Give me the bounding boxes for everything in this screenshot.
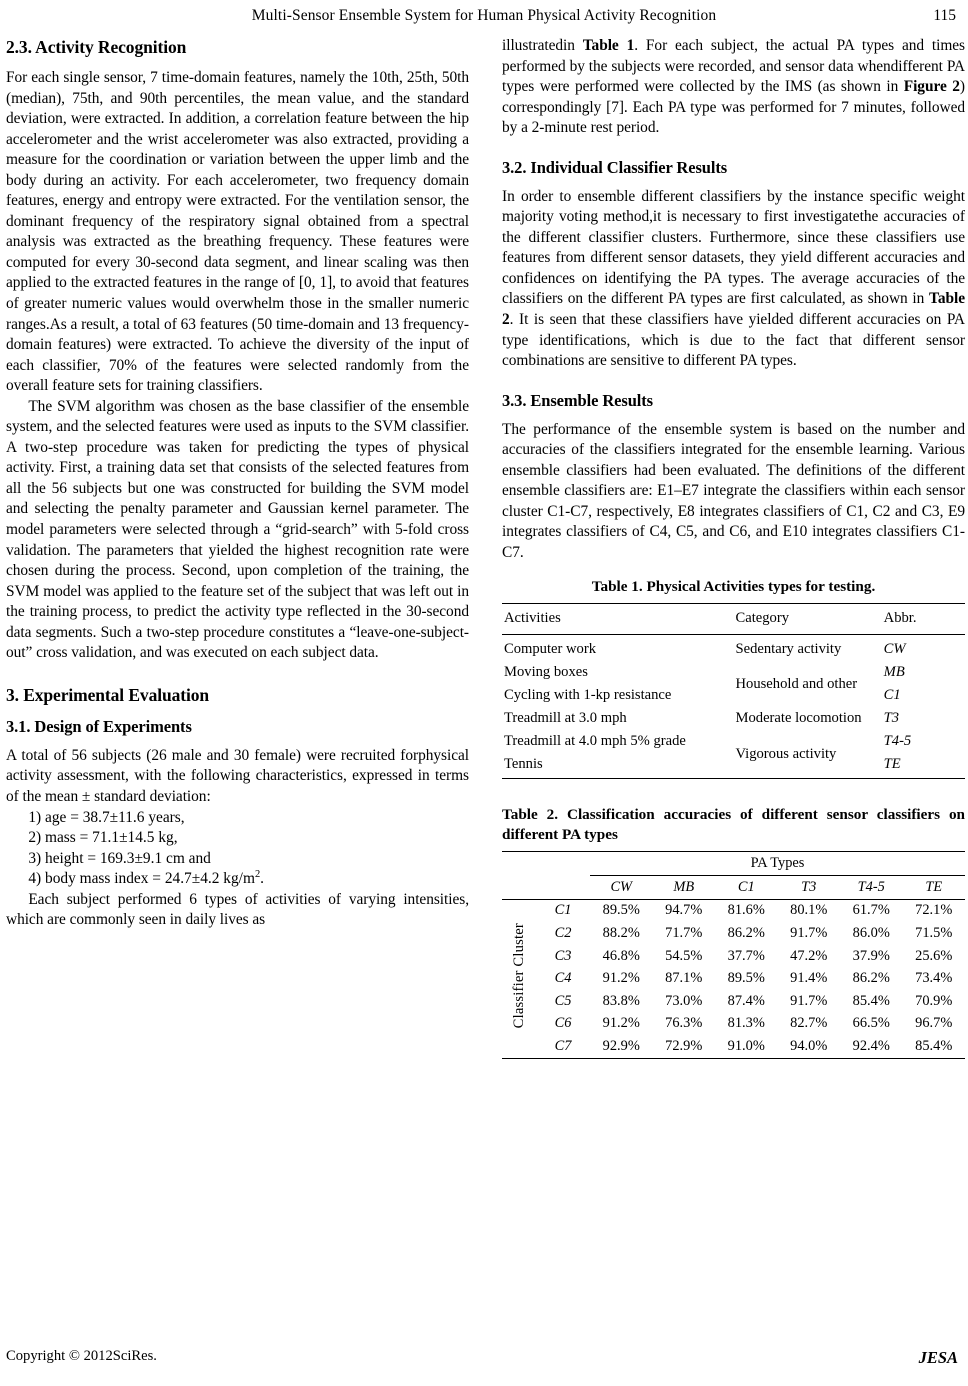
table-1-abbr: T3 — [883, 710, 900, 727]
page-number: 115 — [933, 7, 956, 24]
table-2-cell: 89.5% — [727, 970, 765, 987]
table-2-cell: 46.8% — [602, 947, 640, 964]
table-1-caption: Table 1. Physical Activities types for testing. — [591, 578, 876, 596]
table-1-header-row — [502, 604, 965, 635]
table-1-activity: Moving boxes — [504, 664, 588, 681]
table-2-cell: 91.7% — [790, 925, 828, 942]
list-item: 1) age = 38.7±11.6 years, — [28, 808, 185, 826]
table-2-row-group-label — [502, 899, 536, 1058]
paragraph-ensemble-results: The performance of the ensemble system is based on the number and accuracies of the classifiers integrated for the ensemble learning. Various ensemble classifiers had been evaluated. The definitions of the different ensemble classifiers are: E1–E7 integrate the classifiers within each sensor cluster C1-C7, respectively, E8 integrates classifiers of C1, C2 and C3, E9 integrates classifiers of C4, C5, and C6, and E10 integrates classifiers C1-C7. — [502, 420, 965, 561]
table-1-category: Vigorous activity — [735, 745, 837, 762]
table-2-row-label: C5 — [554, 992, 572, 1009]
table-1-activity: Treadmill at 4.0 mph 5% grade — [504, 733, 686, 750]
table-2-cell: 91.4% — [790, 970, 828, 987]
table-row — [502, 707, 965, 730]
table-2-cell: 92.9% — [602, 1038, 640, 1055]
table-2-cell: 47.2% — [790, 947, 828, 964]
table-2-cell: 85.4% — [852, 992, 890, 1009]
list-item: 2) mass = 71.1±14.5 kg, — [28, 829, 178, 847]
table-2 — [502, 851, 965, 1058]
table-2-cell: 80.1% — [790, 902, 828, 919]
table-2-row-label: C1 — [554, 902, 572, 919]
table-row — [502, 945, 965, 968]
table-2-cell: 37.9% — [852, 947, 890, 964]
heading-section-3-2: 3.2. Individual Classifier Results — [502, 157, 728, 177]
list-item: 3) height = 169.3±9.1 cm and — [28, 849, 211, 867]
ref-table-1: Table 1 — [582, 37, 635, 54]
table-row — [502, 635, 965, 662]
table-1-category: Sedentary activity — [735, 641, 842, 658]
heading-section-3-3: 3.3. Ensemble Results — [502, 390, 653, 410]
paragraph-activities: Each subject performed 6 types of activities of varying intensities, which are commonly seen in daily lives as — [6, 890, 469, 929]
table-row — [502, 1035, 965, 1058]
table-2-cell: 70.9% — [915, 992, 953, 1009]
table-2-cell: 66.5% — [852, 1015, 890, 1032]
table-2-header-row — [502, 876, 965, 900]
journal-abbreviation: JESA — [918, 1348, 958, 1367]
table-2-cell: 81.6% — [727, 902, 765, 919]
table-1-abbr: MB — [883, 664, 905, 681]
copyright-notice: Copyright © 2012SciRes. — [6, 1348, 157, 1364]
table-2-col-t3: T3 — [801, 878, 817, 895]
table-2-cell: 91.2% — [602, 1015, 640, 1032]
table-2-cell: 94.7% — [665, 902, 703, 919]
table-row — [502, 990, 965, 1013]
text-run: illustratedin — [502, 37, 583, 54]
heading-section-2-3: 2.3. Activity Recognition — [6, 37, 187, 57]
table-2-cell: 86.0% — [852, 925, 890, 942]
table-2-span-header: PA Types — [590, 852, 965, 876]
table-2-cell: 91.0% — [727, 1038, 765, 1055]
table-2-cell: 87.1% — [665, 970, 703, 987]
table-2-span-header-row — [502, 852, 965, 876]
table-1-abbr: TE — [883, 756, 901, 773]
heading-section-3: 3. Experimental Evaluation — [6, 684, 210, 705]
table-2-cell: 86.2% — [852, 970, 890, 987]
right-column — [502, 36, 965, 1059]
table-row — [502, 899, 965, 922]
table-2-cell: 82.7% — [790, 1015, 828, 1032]
table-2-col-t45: T4-5 — [857, 878, 885, 895]
table-1-activity: Cycling with 1-kp resistance — [504, 687, 672, 704]
table-2-cell: 94.0% — [790, 1038, 828, 1055]
ref-figure-2: Figure 2 — [903, 78, 960, 96]
table-1 — [502, 603, 965, 779]
table-2-row-label: C4 — [554, 970, 572, 987]
table-1-category: Moderate locomotion — [735, 710, 862, 727]
table-2-cell: 96.7% — [915, 1015, 953, 1032]
table-row — [502, 967, 965, 990]
table-2-row-label: C7 — [554, 1038, 572, 1055]
paragraph-svm: The SVM algorithm was chosen as the base classifier of the ensemble system, and the selected features were used as inputs to the SVM classifier. A two-step procedure was taken for predicting the types of physical activity. First, a training data set that consists of the selected features from all the 56 subjects but one was constructed for building the SVM model and selecting the penalty parameter and Gaussian kernel parameter. The model parameters were selected through a “grid-search” with 5-fold cross validation. The parameters that yielded the highest recognition rate were chosen during the process. Second, upon completion of the training, the SVM model was applied to the feature set of the subject that was left out in the training process, to predict the activity type reflected in the 30-second data segments. Such a two-step procedure constitutes a “leave-one-subject-out” cross validation, and was executed on each subject data. — [6, 397, 469, 662]
list-item-bmi-exponent: 2 — [254, 869, 261, 881]
list-item-bmi — [6, 869, 469, 890]
table-2-cell: 88.2% — [602, 925, 640, 942]
table-2-cell: 72.9% — [665, 1038, 703, 1055]
table-2-cell: 37.7% — [727, 947, 765, 964]
table-2-cell: 72.1% — [915, 902, 953, 919]
table-1-activity: Computer work — [504, 641, 597, 658]
text-run: . For each subject, the actual PA types and times performed by the subjects were recorded, and sensor data whendifferent PA types were performed were collected by the IMS (as shown in — [502, 37, 965, 96]
table-2-col-c1: C1 — [737, 878, 755, 895]
table-2-cell: 89.5% — [602, 902, 640, 919]
table-1-abbr: C1 — [883, 687, 901, 704]
table-2-cell: 71.7% — [665, 925, 703, 942]
text-run: ) correspondingly [7]. Each PA type was performed for 7 minutes, followed by a 2-minute rest period. — [502, 78, 965, 137]
table-1-col-category: Category — [735, 610, 789, 627]
list-item-bmi-text: 4) body mass index = 24.7±4.2 kg/m — [28, 870, 255, 888]
table-2-cell: 54.5% — [665, 947, 703, 964]
table-2-col-te: TE — [925, 878, 943, 895]
table-row — [502, 1013, 965, 1036]
heading-section-3-1: 3.1. Design of Experiments — [6, 716, 192, 736]
table-2-cell: 86.2% — [727, 925, 765, 942]
table-row — [502, 922, 965, 945]
table-2-cell: 76.3% — [665, 1015, 703, 1032]
left-column — [6, 36, 469, 931]
list-item-bmi-period: . — [260, 870, 265, 888]
table-2-cell: 87.4% — [727, 992, 765, 1009]
paragraph-table1-ref — [502, 36, 965, 139]
paragraph-features: For each single sensor, 7 time-domain features, namely the 10th, 25th, 50th (median), 75th, and 90th percentiles, the mean value, and the standard deviation, were extracted. In addition, a correlation feature between the hip accelerometer and the wrist accelerometer was also extracted, providing a measure for the coordination or variation between the upper limb and the body during an activity. For each accelerometer, two frequency domain features, energy and entropy were extracted. For the ventilation sensor, the dominant frequency of the respiratory signal obtained from a spectral analysis was extracted as the breathing frequency. These features were computed for every 30-second data segment, and linear scaling was then applied to the extracted features in the range of [0, 1], to avoid that features of greater numeric values would overwhelm those in the smaller numeric ranges.As a result, a total of 63 features (50 time-domain and 13 frequency-domain features) were extracted. To achieve the diversity of the input of each classifier, 70% of the features were selected randomly from the overall feature sets for training classifiers. — [6, 69, 469, 395]
table-2-col-mb: MB — [673, 878, 695, 895]
table-2-block — [502, 805, 965, 1058]
table-2-row-group-label-text: Classifier Cluster — [510, 923, 527, 1029]
table-1-activity: Tennis — [504, 756, 543, 773]
ref-table-2: Table 2 — [502, 290, 965, 329]
running-head — [0, 6, 968, 28]
table-1-abbr: T4-5 — [883, 733, 912, 750]
table-1-col-abbr: Abbr. — [883, 610, 917, 627]
table-2-row-label: C2 — [554, 925, 572, 942]
table-2-cell: 61.7% — [852, 902, 890, 919]
table-2-cell: 73.4% — [915, 970, 953, 987]
table-1-col-activities: Activities — [504, 610, 561, 627]
table-2-row-label: C6 — [554, 1015, 572, 1032]
table-2-cell: 83.8% — [602, 992, 640, 1009]
table-2-cell: 73.0% — [665, 992, 703, 1009]
paragraph-subjects: A total of 56 subjects (26 male and 30 female) were recruited forphysical activity assessment, with the following characteristics, expressed in terms of the mean ± standard deviation: — [6, 746, 469, 805]
table-2-cell: 81.3% — [727, 1015, 765, 1032]
text-run: . It is seen that these classifiers have yielded different accuracies on PA type identifications, which is due to the fact that different sensor combinations are sensitive to different PA types. — [502, 311, 965, 370]
table-2-cell: 85.4% — [915, 1038, 953, 1055]
table-1-block — [502, 577, 965, 779]
table-2-cell: 25.6% — [915, 947, 953, 964]
table-2-cell: 71.5% — [915, 925, 953, 942]
table-1-activity: Treadmill at 3.0 mph — [504, 710, 627, 727]
running-head-title: Multi-Sensor Ensemble System for Human Physical Activity Recognition — [251, 7, 717, 24]
table-2-col-cw: CW — [610, 878, 633, 895]
table-2-row-label: C3 — [554, 947, 572, 964]
table-row — [502, 661, 965, 684]
table-2-cell: 91.2% — [602, 970, 640, 987]
table-1-abbr: CW — [883, 641, 906, 658]
paragraph-individual-results — [502, 187, 965, 372]
table-2-cell: 92.4% — [852, 1038, 890, 1055]
table-1-category: Household and other — [735, 675, 858, 692]
table-2-cell: 91.7% — [790, 992, 828, 1009]
text-run: In order to ensemble different classifiers by the instance specific weight majority voting method,it is necessary to first investigatethe accuracies of the different classifier clusters. Furthermore, since these classifiers use features from different sensor datasets, they yield different accuracies and confidences on identifying the PA types. The average accuracies of the classifiers on the different PA types are first calculated, as shown in — [502, 187, 965, 308]
table-2-caption: Table 2. Classification accuracies of different sensor classifiers on different PA types — [502, 806, 965, 844]
table-row — [502, 730, 965, 753]
page-footer — [6, 1348, 958, 1370]
